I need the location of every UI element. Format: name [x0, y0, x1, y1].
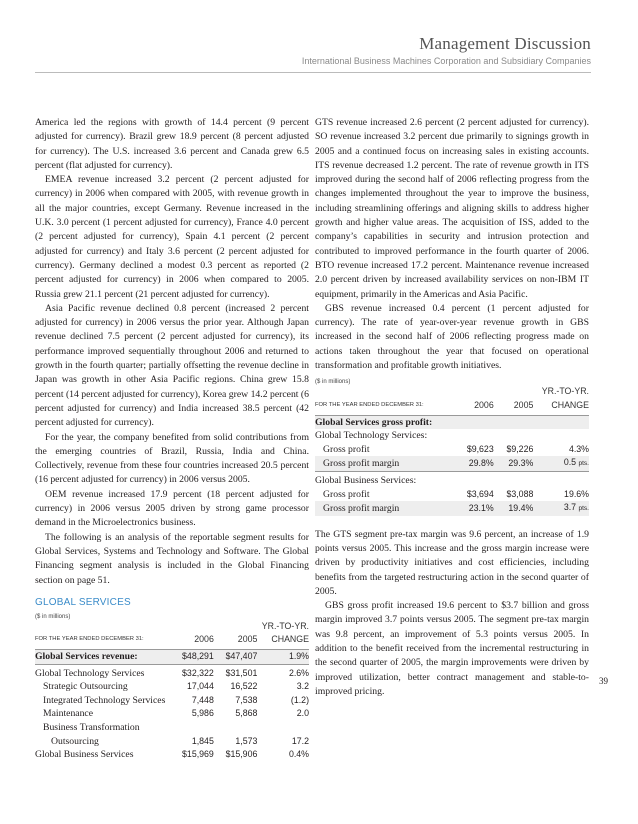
- header-divider: [35, 72, 591, 73]
- table-row: [315, 456, 589, 471]
- change-unit: pts.: [578, 505, 589, 513]
- cell-2005: 16,522: [230, 681, 258, 692]
- row-label: Business Transformation: [43, 721, 140, 733]
- table-row: [35, 748, 309, 762]
- row-label: Global Services gross profit:: [315, 415, 589, 429]
- row-label: Gross profit: [323, 443, 370, 455]
- table-row: [35, 680, 309, 694]
- cell-2006: 29.8%: [452, 456, 494, 471]
- cell-2006: $15,969: [182, 749, 214, 760]
- col-header-change: YR.-TO-YR. CHANGE: [257, 620, 309, 650]
- paragraph-gbs-revenue: GBS revenue increased 0.4 percent (1 percent adjusted for currency). The rate of year-over-year revenue growth in GBS increased in the second half of 2006 reflecting progress made on actions taken throughout the year that focused on operational transformation and profitable growth initiatives.: [315, 302, 589, 372]
- table-unit-note: ($ in millions): [35, 613, 71, 620]
- table-row: [315, 488, 589, 502]
- paragraph-asia-pacific: Asia Pacific revenue declined 0.8 percent (increased 2 percent adjusted for currency) in 2006 versus the prior year. Although Japan revenue declined 7.5 percent (2 percent adjusted for currency), its performance improved sequentially throughout 2006 and returned to growth in the fourth quarter; partially offsetting the revenue decline in Japan was growth in other Asia Pacific regions. China grew 15.8 percent (14 percent adjusted for currency), Korea grew 14.2 percent (6 percent adjusted for currency) and India increased 38.5 percent (42 percent adjusted for currency).: [35, 302, 309, 429]
- row-label: Global Business Services:: [315, 471, 589, 487]
- row-label: Gross profit margin: [315, 456, 452, 471]
- paragraph-emerging-countries: For the year, the company benefited from solid contributions from the emerging countries of Brazil, Russia, India and China. Collectively, revenue from these four countries increased 20.5 percent (16 percent adjusted for currency) in 2006 versus 2005.: [35, 431, 309, 486]
- table-row: [315, 443, 589, 457]
- cell-change: 17.2: [291, 735, 309, 746]
- table-row: [35, 735, 309, 749]
- cell-2006: $9,623: [466, 443, 494, 454]
- cell-change: [533, 501, 589, 516]
- left-column: [35, 116, 309, 762]
- col-header-label: FOR THE YEAR ENDED DECEMBER 31:: [35, 620, 170, 650]
- col-header-2005: 2005: [214, 620, 258, 650]
- cell-2006: 5,986: [191, 708, 214, 719]
- table-header-row: [315, 385, 589, 415]
- cell-change: [533, 456, 589, 471]
- row-label: Maintenance: [43, 708, 94, 720]
- cell-2005: 29.3%: [494, 456, 534, 471]
- change-value: 3.7: [563, 502, 577, 513]
- cell-2006: $3,694: [466, 488, 494, 499]
- table-row: [315, 429, 589, 443]
- cell-2005: 1,573: [235, 735, 258, 746]
- cell-2005: $3,088: [506, 488, 534, 499]
- paragraph-gts-margin: The GTS segment pre-tax margin was 9.6 percent, an increase of 1.9 points versus 2005. This increase and the gross margin increase were driven by productivity initiatives and cost efficiencies, including benefits from the targeted restructuring action in the second quarter of 2005.: [315, 528, 589, 597]
- paragraph-gts-revenue: GTS revenue increased 2.6 percent (2 percent adjusted for currency). SO revenue increased 3.2 percent due primarily to signings growth in 2005 and a continued focus on increasing sales in existing accounts. ITS revenue decreased 1.2 percent. The rate of revenue growth in ITS improved during the second half of 2006 reflecting progress from the changes implemented throughout the year to improve the business, including streamlining offerings and aligning skills to address higher growth and higher value areas. The acquisition of ISS, added to the company’s capabilities in security and intrusion protection and contributed to improved performance in the fourth quarter of 2006. BTO revenue increased 17.2 percent. Maintenance revenue increased 2.0 percent driven by increased availability services on non-IBM IT equipment, primarily in the Americas and Asia Pacific.: [315, 117, 589, 300]
- gross-profit-table: [315, 385, 589, 515]
- col-header-label: FOR THE YEAR ENDED DECEMBER 31:: [315, 385, 452, 415]
- paragraph-americas: America led the regions with growth of 14.4 percent (9 percent adjusted for currency). Brazil grew 18.9 percent (8 percent adjusted for currency). The U.S. increased 3.6 percent and Canada grew 6.5 percent (flat adjusted for currency).: [35, 117, 309, 171]
- cell-change: 3.2: [296, 681, 309, 692]
- cell-change: 4.3%: [568, 443, 589, 454]
- paragraph-emea: EMEA revenue increased 3.2 percent (2 percent adjusted for currency) in 2006 when compared with 2005, with revenue growth in all the major countries, except Germany. Revenue increased in the U.K. 3.0 percent (1 percent adjusted for currency), France 4.0 percent (2 percent adjusted for currency), Spain 4.1 percent (2 percent adjusted for currency) and Italy 3.6 percent (2 percent adjusted for currency). Germany declined a modest 0.3 percent as reported (2 percent adjusted for currency) in 2006 when compared to 2005. Russia grew 21.1 percent (21 percent adjusted for currency).: [35, 174, 309, 300]
- cell-2006: 7,448: [191, 694, 214, 705]
- table-row: [35, 649, 309, 664]
- change-unit: pts.: [578, 460, 589, 468]
- paragraph-oem: OEM revenue increased 17.9 percent (18 percent adjusted for currency) in 2006 versus 2005 driven by strong game processor demand in the Microelectronics business.: [35, 488, 309, 529]
- cell-2006: $32,322: [170, 664, 214, 680]
- cell-2005: $31,501: [214, 664, 258, 680]
- row-label: Global Technology Services:: [315, 430, 428, 442]
- change-value: 0.5: [563, 457, 577, 468]
- cell-2006: $48,291: [170, 649, 214, 664]
- row-label: Gross profit margin: [315, 501, 452, 516]
- table-row: [315, 471, 589, 487]
- row-label: Gross profit: [323, 488, 370, 500]
- row-label: Global Services revenue:: [35, 649, 170, 664]
- cell-change: 2.0: [296, 708, 309, 719]
- cell-2006: 1,845: [191, 735, 214, 746]
- cell-2006: 23.1%: [452, 501, 494, 516]
- cell-change: [257, 721, 309, 735]
- table-row: [35, 664, 309, 680]
- row-label: Integrated Technology Services: [43, 694, 166, 706]
- table-row: [315, 501, 589, 516]
- col-header-change: YR.-TO-YR. CHANGE: [533, 385, 589, 415]
- page-section-title: Management Discussion: [419, 34, 591, 53]
- row-label: Global Business Services: [35, 749, 134, 761]
- cell-change: 19.6%: [564, 488, 589, 499]
- col-header-2006: 2006: [170, 620, 214, 650]
- cell-2005: 5,868: [235, 708, 258, 719]
- cell-change: 2.6%: [257, 664, 309, 680]
- company-subtitle: International Business Machines Corporation and Subsidiary Companies: [301, 56, 591, 66]
- paragraph-segment-intro: The following is an analysis of the reportable segment results for Global Services, Systems and Technology and Software. The Global Financing segment analysis is included in the Global Financing section on page 51.: [35, 531, 309, 586]
- row-label: Global Technology Services: [35, 664, 170, 680]
- cell-2005: 7,538: [235, 694, 258, 705]
- col-header-2006: 2006: [452, 385, 494, 415]
- row-label: Outsourcing: [51, 735, 99, 747]
- section-heading-global-services: GLOBAL SERVICES: [35, 596, 131, 608]
- row-label: Strategic Outsourcing: [43, 681, 128, 693]
- cell-2005: $15,906: [225, 749, 258, 760]
- table-row: [35, 707, 309, 721]
- cell-2005: $9,226: [506, 443, 534, 454]
- cell-change: 0.4%: [288, 749, 309, 760]
- right-column: [315, 116, 589, 699]
- table-row: [315, 415, 589, 429]
- cell-2005: [214, 721, 258, 735]
- cell-2006: 17,044: [186, 681, 214, 692]
- cell-2005: $47,407: [214, 649, 258, 664]
- cell-change: (1.2): [290, 694, 309, 705]
- cell-change: 1.9%: [257, 649, 309, 664]
- paragraph-gbs-margin: GBS gross profit increased 19.6 percent to $3.7 billion and gross margin improved 3.7 points versus 2005. The segment pre-tax margin was 9.8 percent, an improvement of 5.3 points versus 2005. In addition to the benefit received from the incremental restructuring in the second quarter of 2005, the margin improvements were driven by improved utilization, better contract management and stable-to-improved pricing.: [315, 600, 589, 697]
- col-header-2005: 2005: [494, 385, 534, 415]
- table-row: [35, 721, 309, 735]
- cell-2006: [170, 721, 214, 735]
- table-unit-note: ($ in millions): [315, 379, 351, 386]
- global-services-revenue-table: [35, 620, 309, 762]
- table-header-row: [35, 620, 309, 650]
- page-number: 39: [599, 676, 608, 686]
- cell-2005: 19.4%: [494, 501, 534, 516]
- table-row: [35, 694, 309, 708]
